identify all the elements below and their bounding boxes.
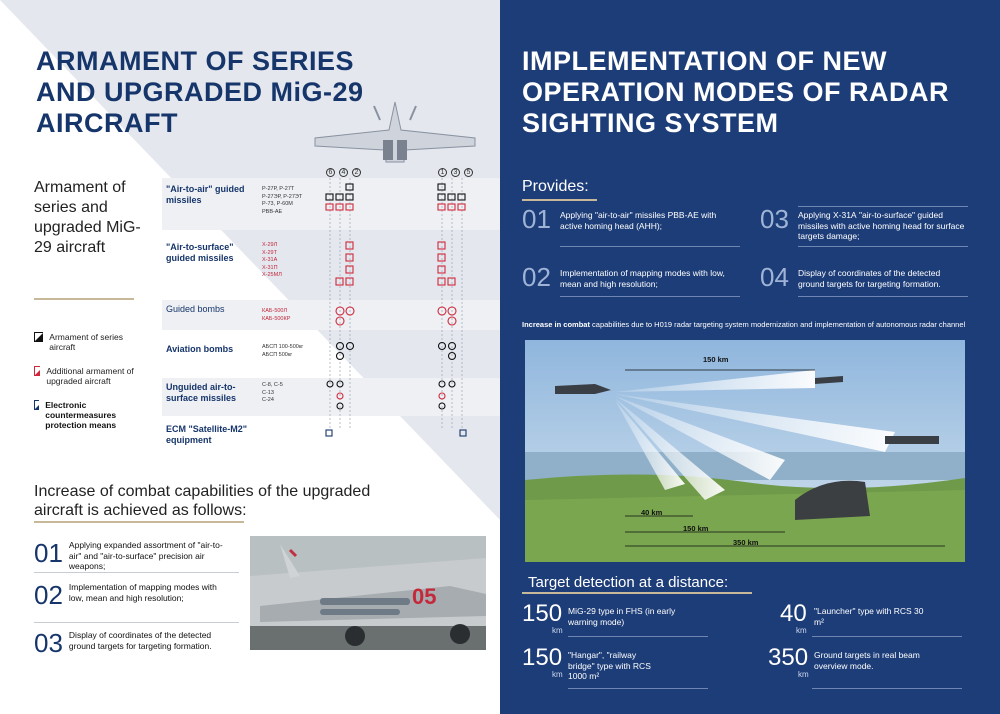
target-distance: 150: [522, 600, 563, 627]
legend: [34, 332, 144, 430]
target-item: [768, 646, 968, 694]
legend-upgraded-icon: [34, 366, 40, 376]
increase-note-bold: Increase in combat: [522, 320, 590, 329]
item-text: Applying Х-31А "air-to-surface" guided missiles with active homing head for surface targets damage;: [798, 210, 965, 241]
divider: [34, 622, 239, 623]
provides-item: [760, 264, 970, 304]
category-ecm-equipment: ECM "Satellite-M2" equipment: [166, 424, 248, 445]
target-text: "Hangar", "railway bridge" type with RCS 1000 m²: [568, 650, 651, 681]
provides-label: Provides:: [522, 178, 589, 195]
provides-item: [522, 264, 732, 304]
divider: [34, 298, 134, 300]
target-unit: km: [552, 626, 563, 635]
legend-item: [34, 332, 144, 352]
item-number: 03: [34, 628, 63, 658]
radar-diagram: [525, 340, 965, 562]
station-number: 4: [339, 168, 348, 177]
item-text: Implementation of mapping modes with low, mean and high resolution;: [560, 268, 725, 289]
divider: [560, 296, 740, 297]
divider: [798, 296, 968, 297]
item-number: 04: [760, 262, 789, 292]
increase-title: Increase of combat capabilities of the upgraded aircraft is achieved as follows:: [34, 483, 371, 519]
increase-note-rest: capabilities due to Н019 radar targeting system modernization and implementation of autonomous radar channel: [589, 320, 966, 329]
legend-item: [34, 400, 144, 430]
target-distance: 40: [780, 600, 807, 627]
station-numbers-right: [438, 168, 473, 177]
station-numbers-left: [326, 168, 361, 177]
mig29-aircraft-image: [300, 100, 490, 168]
item-number: 01: [522, 204, 551, 234]
left-items: [34, 540, 244, 656]
left-title: ARMAMENT OF SERIES AND UPGRADED MiG-29 AIRCRAFT: [36, 46, 364, 138]
divider: [560, 246, 740, 247]
legend-label: Additional armament of upgraded aircraft: [46, 366, 134, 386]
divider: [522, 199, 597, 201]
item-text: Display of coordinates of the detected ground targets for targeting formation.: [68, 630, 212, 651]
provides-item: [760, 206, 970, 246]
divider: [798, 206, 968, 207]
radar-illustration: [525, 340, 965, 562]
category-unguided-missiles: Unguided air-to-surface missiles: [166, 382, 237, 403]
item-text: Applying "air-to-air" missiles РВВ-АЕ with active homing head (AHH);: [560, 210, 717, 231]
legend-item: [34, 366, 144, 386]
target-unit: km: [798, 670, 809, 679]
target-text: "Launcher" type with RCS 30 m²: [814, 606, 924, 627]
divider: [798, 246, 968, 247]
distance-label-350: 350 km: [733, 538, 759, 547]
station-markers: [318, 178, 478, 448]
right-title: IMPLEMENTATION OF NEW OPERATION MODES OF RADAR SIGHTING SYSTEM: [522, 46, 950, 138]
divider: [568, 636, 708, 637]
category-aviation-bombs: Aviation bombs: [166, 344, 234, 354]
target-unit: km: [796, 626, 807, 635]
item-number: 02: [34, 580, 63, 610]
category-guided-bombs: Guided bombs: [166, 304, 225, 314]
target-item: [522, 646, 722, 694]
armament-title: Armament of series and upgraded MiG-29 aircraft: [34, 179, 141, 256]
station-number: 3: [451, 168, 460, 177]
distance-label-150: 150 km: [683, 524, 709, 533]
weapons-air-to-surface: Х-29Л Х-29Т Х-31А Х-31П Х-25МЛ: [262, 242, 282, 278]
weapons-air-to-air: Р-27Р, Р-27Т Р-27ЭР, Р-27ЭТ Р-73, Р-60М РВВ-АЕ: [262, 186, 303, 215]
target-distance: 150: [522, 644, 563, 671]
item-number: 01: [34, 538, 63, 568]
aircraft-photo: [250, 536, 486, 650]
target-text: MiG-29 type in FHS (in early warning mode): [568, 606, 676, 627]
legend-ecm-icon: [34, 400, 39, 410]
divider: [812, 636, 962, 637]
divider: [568, 688, 708, 689]
provides-item: [522, 206, 732, 246]
left-item: [34, 630, 244, 656]
category-air-to-air: "Air-to-air" guided missiles: [166, 184, 245, 205]
item-text: Applying expanded assortment of "air-to-air" and "air-to-surface" precision air weapons;: [68, 540, 223, 571]
divider: [522, 592, 752, 594]
target-distance: 350: [768, 644, 809, 671]
station-number: 1: [438, 168, 447, 177]
tail-number: 05: [412, 584, 437, 609]
legend-label: Electronic countermeasures protection means: [45, 400, 117, 430]
station-number: 2: [352, 168, 361, 177]
left-item: [34, 540, 244, 582]
station-number: 5: [464, 168, 473, 177]
divider: [34, 521, 244, 523]
divider: [34, 572, 239, 573]
divider: [812, 688, 962, 689]
category-air-to-surface: "Air-to-surface" guided missiles: [166, 242, 234, 263]
target-title: Target detection at a distance:: [528, 574, 729, 591]
weapons-unguided-missiles: С-8, С-5 С-13 С-24: [262, 382, 283, 403]
target-unit: km: [552, 670, 563, 679]
legend-label: Armament of series aircraft: [49, 332, 123, 352]
distance-label-top: 150 km: [703, 355, 729, 364]
station-number: 6: [326, 168, 335, 177]
item-number: 03: [760, 204, 789, 234]
target-text: Ground targets in real beam overview mode.: [814, 650, 920, 671]
item-text: Implementation of mapping modes with low, mean and high resolution;: [68, 582, 217, 603]
distance-label-40: 40 km: [641, 508, 663, 517]
item-number: 02: [522, 262, 551, 292]
weapons-aviation-bombs: АБСП 100-500кг АБСП 500кг: [262, 344, 304, 358]
item-text: Display of coordinates of the detected ground targets for targeting formation.: [798, 268, 941, 289]
aircraft-photo-illustration: [250, 536, 486, 650]
increase-note: [522, 320, 992, 331]
legend-series-icon: [34, 332, 43, 342]
weapons-guided-bombs: КАБ-500Л КАБ-500КР: [262, 308, 291, 322]
